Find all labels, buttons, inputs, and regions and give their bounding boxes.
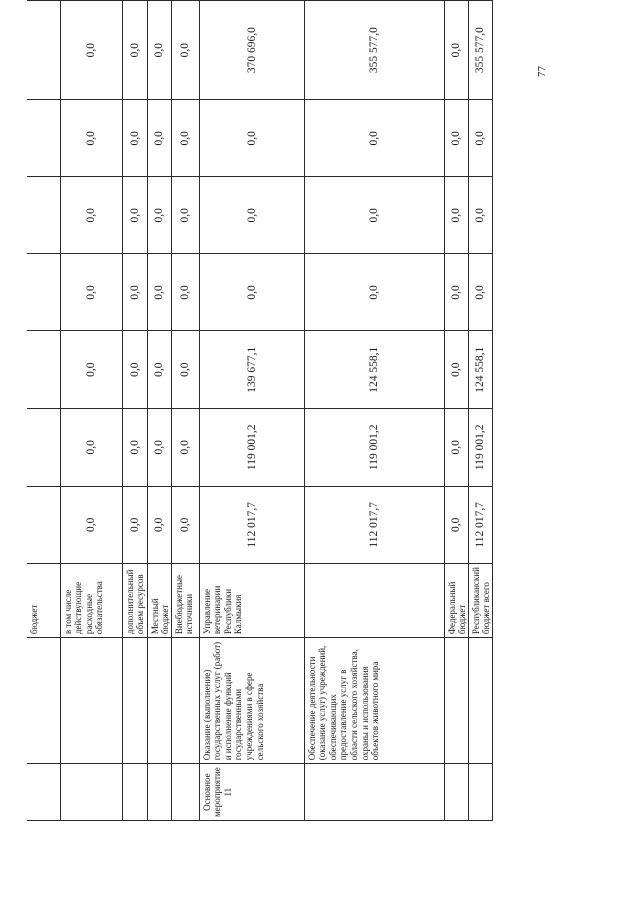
event-name-cell — [171, 638, 199, 764]
value-cell: 355 577,0 — [468, 1, 492, 100]
value-cell: 0,0 — [468, 254, 492, 331]
event-number-cell: Основное мероприятие 11 — [199, 764, 304, 821]
value-cell: 0,0 — [147, 177, 171, 254]
source-cell: в том числе действующие расходные обязательства — [60, 564, 122, 638]
value-cell: 0,0 — [147, 486, 171, 564]
value-cell: 0,0 — [60, 331, 122, 409]
source-cell — [304, 564, 444, 638]
value-cell: 355 577,0 — [304, 1, 444, 100]
value-cell: 0,0 — [147, 408, 171, 486]
table-row — [468, 1, 492, 821]
value-cell: 124 558,1 — [304, 331, 444, 409]
value-cell: 0,0 — [468, 177, 492, 254]
source-cell: Федеральный бюджет — [444, 564, 468, 638]
value-cell: 0,0 — [122, 1, 147, 100]
source-cell: Местный бюджет — [147, 564, 171, 638]
value-cell: 0,0 — [444, 408, 468, 486]
value-cell — [27, 1, 60, 100]
table-row — [304, 1, 444, 821]
value-cell: 0,0 — [122, 177, 147, 254]
table-row — [444, 1, 468, 821]
value-cell: 0,0 — [444, 331, 468, 409]
event-name-cell — [27, 638, 60, 764]
value-cell — [27, 331, 60, 409]
value-cell: 0,0 — [468, 100, 492, 177]
event-name-cell — [147, 638, 171, 764]
value-cell — [27, 408, 60, 486]
event-number-cell — [27, 764, 60, 821]
value-cell: 0,0 — [147, 254, 171, 331]
value-cell: 0,0 — [60, 408, 122, 486]
value-cell: 112 017,7 — [468, 486, 492, 564]
value-cell: 0,0 — [199, 100, 304, 177]
value-cell: 0,0 — [171, 177, 199, 254]
value-cell: 124 558,1 — [468, 331, 492, 409]
value-cell: 119 001,2 — [304, 408, 444, 486]
value-cell: 0,0 — [444, 1, 468, 100]
value-cell: 0,0 — [444, 486, 468, 564]
value-cell: 119 001,2 — [468, 408, 492, 486]
value-cell: 0,0 — [444, 100, 468, 177]
value-cell: 0,0 — [60, 100, 122, 177]
table-row — [147, 1, 171, 821]
value-cell: 0,0 — [304, 177, 444, 254]
event-number-cell — [444, 764, 468, 821]
source-cell: Внебюджетные источники — [171, 564, 199, 638]
event-name-cell — [444, 638, 468, 764]
value-cell: 0,0 — [147, 1, 171, 100]
event-number-cell — [468, 764, 492, 821]
value-cell: 0,0 — [171, 254, 199, 331]
event-number-cell — [304, 764, 444, 821]
value-cell: 370 696,0 — [199, 1, 304, 100]
value-cell: 0,0 — [122, 331, 147, 409]
source-cell: Управление ветеринарии Республики Калмыкия — [199, 564, 304, 638]
table-row — [199, 1, 304, 821]
event-number-cell — [60, 764, 122, 821]
page-number: 77 — [536, 66, 548, 77]
value-cell — [27, 254, 60, 331]
event-name-cell — [122, 638, 147, 764]
table-row — [60, 1, 122, 821]
value-cell: 0,0 — [147, 331, 171, 409]
value-cell: 0,0 — [171, 1, 199, 100]
table-row — [27, 1, 60, 821]
event-number-cell — [147, 764, 171, 821]
source-cell: бюджет — [27, 564, 60, 638]
source-cell: Республиканский бюджет всего — [468, 564, 492, 638]
event-name-cell: Оказание (выполнение) государственных услуг (работ) и исполнение функций государственными учреждениями в сфере сельского хозяйства — [199, 638, 304, 764]
value-cell: 0,0 — [60, 177, 122, 254]
value-cell — [27, 177, 60, 254]
value-cell — [27, 100, 60, 177]
event-name-cell: Обеспечение деятельности (оказание услуг) учреждений, обеспечивающих предоставление услуг в области сельского хозяйства, охраны и использования объектов животного мира — [304, 638, 444, 764]
event-name-cell — [468, 638, 492, 764]
source-cell: дополнительный объем ресурсов — [122, 564, 147, 638]
value-cell: 0,0 — [171, 331, 199, 409]
value-cell: 0,0 — [199, 177, 304, 254]
value-cell: 0,0 — [60, 1, 122, 100]
value-cell: 0,0 — [122, 408, 147, 486]
value-cell: 0,0 — [304, 100, 444, 177]
table-row — [171, 1, 199, 821]
budget-table — [27, 0, 493, 821]
value-cell: 119 001,2 — [199, 408, 304, 486]
value-cell: 0,0 — [171, 100, 199, 177]
event-number-cell — [122, 764, 147, 821]
value-cell: 139 677,1 — [199, 331, 304, 409]
table-row — [122, 1, 147, 821]
value-cell: 112 017,7 — [199, 486, 304, 564]
event-number-cell — [171, 764, 199, 821]
value-cell: 112 017,7 — [304, 486, 444, 564]
value-cell: 0,0 — [304, 254, 444, 331]
value-cell: 0,0 — [199, 254, 304, 331]
value-cell: 0,0 — [171, 486, 199, 564]
value-cell: 0,0 — [147, 100, 171, 177]
value-cell: 0,0 — [60, 486, 122, 564]
value-cell: 0,0 — [60, 254, 122, 331]
value-cell: 0,0 — [122, 486, 147, 564]
value-cell — [27, 486, 60, 564]
value-cell: 0,0 — [171, 408, 199, 486]
event-name-cell — [60, 638, 122, 764]
value-cell: 0,0 — [122, 100, 147, 177]
value-cell: 0,0 — [122, 254, 147, 331]
value-cell: 0,0 — [444, 177, 468, 254]
value-cell: 0,0 — [444, 254, 468, 331]
